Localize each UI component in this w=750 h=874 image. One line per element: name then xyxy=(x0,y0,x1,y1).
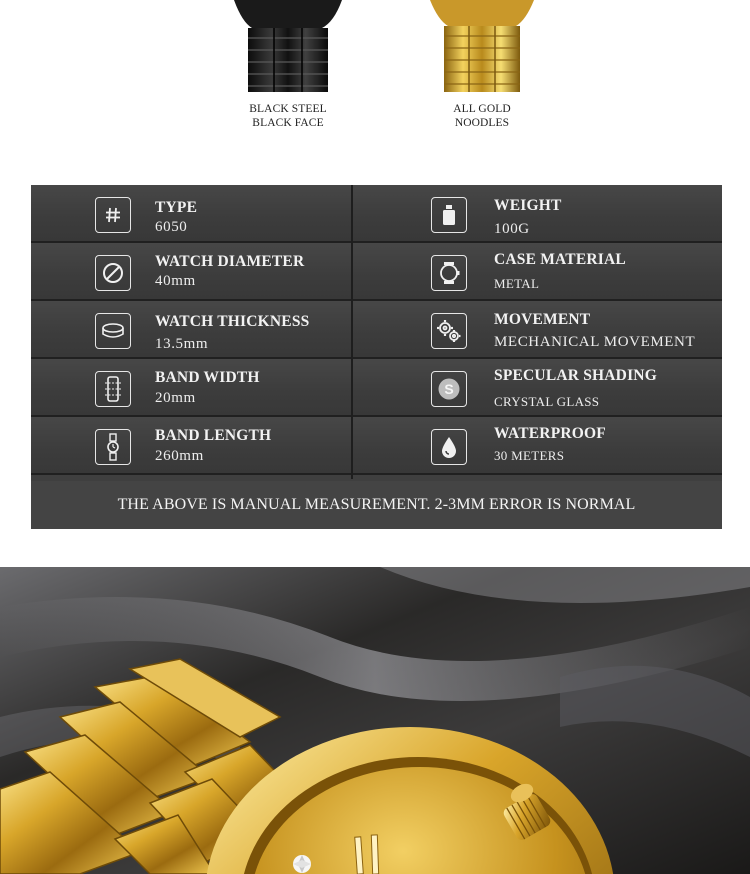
weight-icon xyxy=(431,197,467,233)
spec-value-band-length: 260mm xyxy=(155,448,204,464)
spec-value-watch-diameter: 40mm xyxy=(155,273,196,289)
spec-value-specular-shading: CRYSTAL GLASS xyxy=(494,394,600,409)
spec-label-watch-diameter: WATCH DIAMETER xyxy=(155,253,305,270)
variant-caption xyxy=(422,102,542,130)
measurement-footnote: THE ABOVE IS MANUAL MEASUREMENT. 2-3MM ERROR IS NORMAL xyxy=(31,481,722,529)
spec-label-weight: WEIGHT xyxy=(494,197,562,214)
variant-caption-line2: BLACK FACE xyxy=(252,117,324,129)
watch-case-icon xyxy=(431,255,467,291)
column-divider xyxy=(351,185,353,479)
spec-label-band-width: BAND WIDTH xyxy=(155,369,260,386)
gold-watch-band-image xyxy=(422,0,542,100)
gold-watch-illustration xyxy=(0,567,750,874)
variant-caption xyxy=(228,102,348,130)
variant-caption-line1: BLACK STEEL xyxy=(249,103,327,115)
band-length-icon xyxy=(95,429,131,465)
spec-label-specular-shading: SPECULAR SHADING xyxy=(494,367,657,384)
variant-black-steel[interactable] xyxy=(228,0,348,135)
water-drop-icon xyxy=(431,429,467,465)
spec-label-waterproof: WATERPROOF xyxy=(494,425,606,442)
diameter-icon xyxy=(95,255,131,291)
spec-row xyxy=(31,359,722,415)
spec-row xyxy=(31,301,722,357)
spec-label-watch-thickness: WATCH THICKNESS xyxy=(155,313,310,330)
variant-all-gold[interactable] xyxy=(422,0,542,135)
spec-label-case-material: CASE MATERIAL xyxy=(494,251,626,268)
gold-watch-hero-photo xyxy=(0,567,750,874)
s-coin-icon xyxy=(431,371,467,407)
svg-text:S: S xyxy=(444,381,454,397)
spec-value-weight: 100G xyxy=(494,221,530,237)
spec-value-movement: MECHANICAL MOVEMENT xyxy=(494,334,696,350)
black-watch-band-image xyxy=(228,0,348,100)
gears-icon xyxy=(431,313,467,349)
spec-value-waterproof: 30 METERS xyxy=(494,448,565,463)
spec-label-movement: MOVEMENT xyxy=(494,311,591,328)
spec-table xyxy=(31,185,722,529)
variant-caption-line2: NOODLES xyxy=(454,117,510,129)
spec-row xyxy=(31,417,722,473)
variant-caption-line1: ALL GOLD xyxy=(453,103,511,115)
spec-label-type: TYPE xyxy=(155,199,198,216)
band-width-icon xyxy=(95,371,131,407)
hash-icon xyxy=(95,197,131,233)
spec-label-band-length: BAND LENGTH xyxy=(155,427,272,444)
spec-row xyxy=(31,243,722,299)
spec-value-case-material: METAL xyxy=(494,276,540,291)
spec-row xyxy=(31,185,722,241)
spec-value-band-width: 20mm xyxy=(155,390,196,406)
spec-value-type: 6050 xyxy=(155,219,188,235)
spec-value-watch-thickness: 13.5mm xyxy=(155,336,209,352)
thickness-icon xyxy=(95,313,131,349)
